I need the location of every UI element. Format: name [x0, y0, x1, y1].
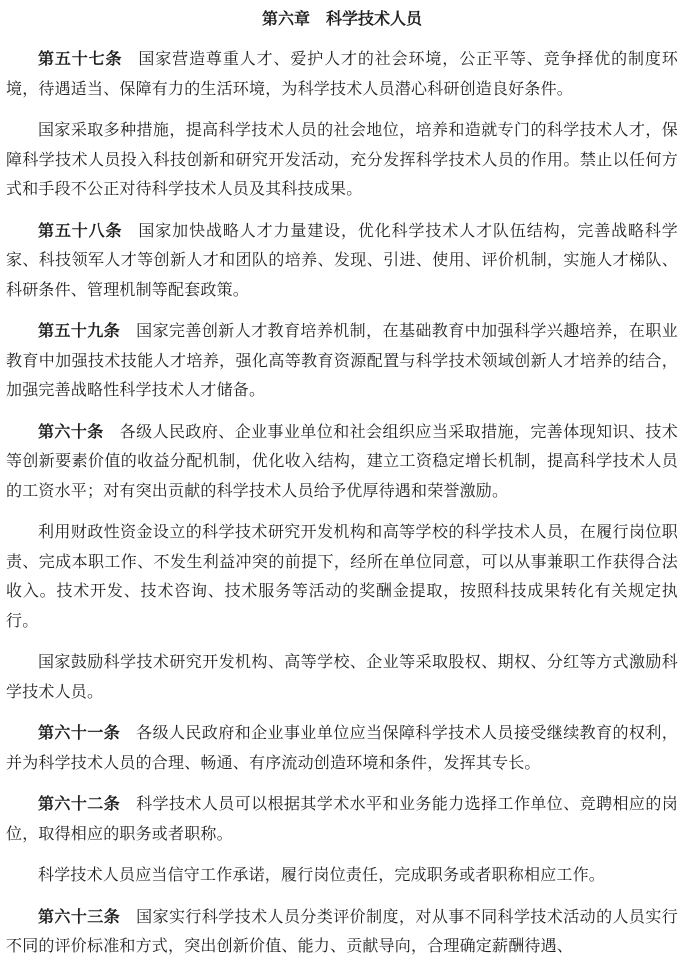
paragraph-article-61	[6, 718, 678, 777]
paragraph-text: 国家加快战略人才力量建设，优化科学技术人才队伍结构，完善战略科学家、科技领军人才等创新人才和团队的培养、发现、引进、使用、评价机制，实施人才梯队、科研条件、管理机制等配套政策。	[6, 220, 678, 299]
article-number: 第六十二条	[38, 794, 121, 813]
paragraph-text: 国家实行科学技术人员分类评价制度，对从事不同科学技术活动的人员实行不同的评价标准和方式，突出创新价值、能力、贡献导向，合理确定薪酬待遇、	[6, 906, 678, 955]
paragraph-text: 国家鼓励科学技术研究开发机构、高等学校、企业等采取股权、期权、分红等方式激励科学技术人员。	[6, 652, 678, 701]
paragraph	[6, 517, 678, 635]
paragraph-text: 各级人民政府、企业事业单位和社会组织应当采取措施，完善体现知识、技术等创新要素价值的收益分配机制，优化收入结构，建立工资稳定增长机制，提高科学技术人员的工资水平；对有突出贡献的科学技术人员给予优厚待遇和荣誉激励。	[6, 421, 678, 500]
paragraph-article-60	[6, 417, 678, 506]
paragraph-article-57	[6, 44, 678, 103]
article-number: 第六十条	[38, 421, 104, 441]
paragraph-text: 科学技术人员可以根据其学术水平和业务能力选择工作单位、竞聘相应的岗位，取得相应的职务或者职称。	[6, 794, 678, 843]
article-number: 第六十一条	[38, 723, 121, 742]
paragraph-text: 各级人民政府和企业事业单位应当保障科学技术人员接受继续教育的权利，并为科学技术人员的合理、畅通、有序流动创造环境和条件，发挥其专长。	[6, 723, 678, 772]
paragraph-article-59	[6, 316, 678, 405]
paragraph-text: 科学技术人员应当信守工作承诺，履行岗位责任，完成职务或者职称相应工作。	[38, 865, 606, 884]
paragraph-article-58	[6, 216, 678, 305]
paragraph-text: 利用财政性资金设立的科学技术研究开发机构和高等学校的科学技术人员，在履行岗位职责、完成本职工作、不发生利益冲突的前提下，经所在单位同意，可以从事兼职工作获得合法收入。技术开发、技术咨询、技术服务等活动的奖酬金提取，按照科技成果转化有关规定执行。	[6, 522, 678, 630]
paragraph-article-63	[6, 902, 678, 961]
paragraph-text: 国家完善创新人才教育培养机制，在基础教育中加强科学兴趣培养，在职业教育中加强技术技能人才培养，强化高等教育资源配置与科学技术领域创新人才培养的结合，加强完善战略性科学技术人才储备。	[6, 321, 678, 399]
paragraph	[6, 115, 678, 204]
article-number: 第六十三条	[38, 906, 121, 926]
article-number: 第五十九条	[38, 321, 121, 340]
paragraph	[6, 647, 678, 706]
paragraph-text: 国家营造尊重人才、爱护人才的社会环境，公正平等、竞争择优的制度环境，待遇适当、保障有力的生活环境，为科学技术人员潜心科研创造良好条件。	[6, 49, 678, 98]
paragraph-text: 国家采取多种措施，提高科学技术人员的社会地位，培养和造就专门的科学技术人才，保障科学技术人员投入科技创新和研究开发活动，充分发挥科学技术人员的作用。禁止以任何方式和手段不公正对待科学技术人员及其科技成果。	[6, 120, 678, 198]
chapter-title: 第六章 科学技术人员	[261, 9, 422, 28]
paragraph	[6, 860, 678, 890]
article-number: 第五十七条	[38, 49, 123, 68]
paragraph-article-62	[6, 789, 678, 848]
article-number: 第五十八条	[38, 220, 123, 240]
